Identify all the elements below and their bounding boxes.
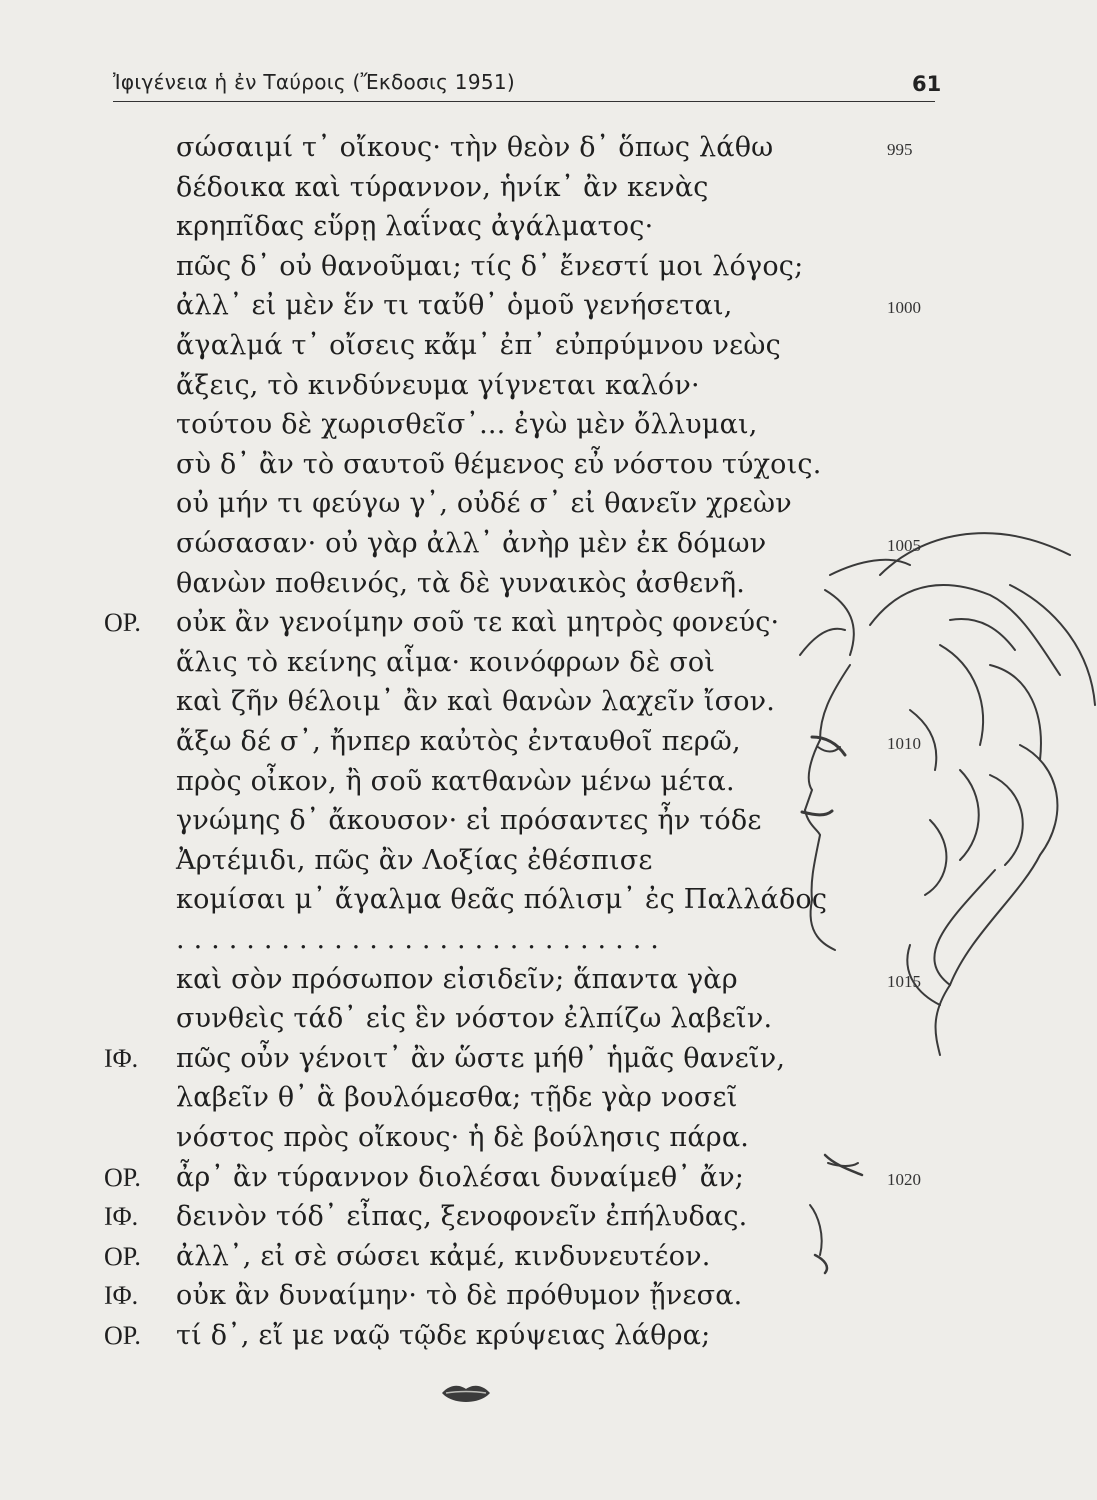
verse-line <box>0 286 1097 326</box>
line-number: 1015 <box>887 971 921 991</box>
verse-text: τί δ᾽, εἴ με ναῷ τῷδε κρύψειας λάθρα; <box>176 1320 711 1351</box>
speaker-label: ΟΡ. <box>104 1321 141 1350</box>
speaker-label: ΟΡ. <box>104 1241 141 1271</box>
speaker-label: ΙΦ. <box>104 1281 139 1311</box>
verse-text: πῶς δ᾽ οὐ θανοῦμαι; τίς δ᾽ ἔνεστί μοι λόγος; <box>176 250 804 282</box>
verse-line <box>0 366 1097 406</box>
verse-text: καὶ ζῆν θέλοιμ᾽ ἂν καὶ θανὼν λαχεῖν ἴσον. <box>176 686 776 718</box>
verse-text: οὐκ ἂν γενοίμην σοῦ τε καὶ μητρὸς φονεύς· <box>176 607 780 639</box>
verse-text: καὶ σὸν πρόσωπον εἰσιδεῖν; ἅπαντα γὰρ <box>176 963 738 995</box>
verse-text: νόστος πρὸς οἴκους· ἡ δὲ βούλησις πάρα. <box>176 1122 750 1153</box>
verse-text: πρὸς οἶκον, ἢ σοῦ κατθανὼν μένω μέτα. <box>176 765 735 797</box>
verse-text: ἀλλ᾽, εἰ σὲ σώσει κἀμέ, κινδυνευτέον. <box>176 1240 711 1272</box>
verse-text: ἅλις τὸ κείνης αἷμα· κοινόφρων δὲ σοὶ <box>176 646 716 678</box>
verse-line <box>0 1316 1097 1356</box>
line-number: 1020 <box>887 1169 921 1189</box>
verse-text: σὺ δ᾽ ἂν τὸ σαυτοῦ θέμενος εὖ νόστου τύχοις. <box>176 448 822 480</box>
speaker-label: ΟΡ. <box>104 608 141 638</box>
verse-text: θανὼν ποθεινός, τὰ δὲ γυναικὸς ἀσθενῆ. <box>176 567 746 599</box>
verse-line <box>0 445 1097 485</box>
verse-text: οὐ μήν τι φεύγω γ᾽, οὐδέ σ᾽ εἰ θανεῖν χρεὼν <box>176 488 792 520</box>
speaker-label: ΙΦ. <box>104 1043 139 1073</box>
verse-text: κρηπῖδας εὕρῃ λαΐνας ἀγάλματος· <box>176 211 654 243</box>
verse-text: συνθεὶς τάδ᾽ εἰς ἓν νόστον ἐλπίζω λαβεῖν. <box>176 1003 773 1035</box>
verse-text: πῶς οὖν γένοιτ᾽ ἂν ὥστε μήθ᾽ ἡμᾶς θανεῖν, <box>176 1042 786 1074</box>
speaker-label: ΟΡ. <box>104 1162 141 1192</box>
verse-text: γνώμης δ᾽ ἄκουσον· εἰ πρόσαντες ἦν τόδε <box>176 805 762 837</box>
header-rule <box>113 101 935 102</box>
verse-text: λαβεῖν θ᾽ ἃ βουλόμεσθα; τῇδε γὰρ νοσεῖ <box>176 1082 738 1114</box>
verse-line <box>0 405 1097 445</box>
verse-text: δεινὸν τόδ᾽ εἶπας, ξενοφονεῖν ἐπήλυδας. <box>176 1201 748 1233</box>
verse-text: ἀλλ᾽ εἰ μὲν ἕν τι ταὔθ᾽ ὁμοῦ γενήσεται, <box>176 290 733 322</box>
verse-line <box>0 128 1097 168</box>
verse-line <box>0 207 1097 247</box>
verse-text: ἄξεις, τὸ κινδύνευμα γίγνεται καλόν· <box>176 369 700 401</box>
line-number: 1005 <box>887 536 921 555</box>
verse-text: κομίσαι μ᾽ ἄγαλμα θεᾶς πόλισμ᾽ ἐς Παλλάδος <box>176 884 828 916</box>
page-header <box>0 0 1097 110</box>
verse-text: ἄγαλμά τ᾽ οἴσεις κἄμ᾽ ἐπ᾽ εὐπρύμνου νεὼς <box>176 330 781 361</box>
line-number: 1010 <box>887 734 921 753</box>
profile-sketch-drawing <box>790 515 1097 1315</box>
line-number: 1000 <box>887 298 921 318</box>
verse-text: ἄξω δέ σ᾽, ἤνπερ καὐτὸς ἐνταυθοῖ περῶ, <box>176 726 741 757</box>
verse-text: δέδοικα καὶ τύραννον, ἡνίκ᾽ ἂν κενὰς <box>176 171 709 203</box>
page-number: 61 <box>912 72 942 96</box>
verse-line <box>0 168 1097 208</box>
verse-text: τούτου δὲ χωρισθεῖσ᾽... ἐγὼ μὲν ὄλλυμαι, <box>176 409 758 441</box>
verse-text: ἆρ᾽ ἂν τύραννον διολέσαι δυναίμεθ᾽ ἄν; <box>176 1161 745 1193</box>
verse-text: Ἀρτέμιδι, πῶς ἂν Λοξίας ἐθέσπισε <box>176 844 653 876</box>
speaker-label: ΙΦ. <box>104 1202 139 1232</box>
verse-text: . . . . . . . . . . . . . . . . . . . . . . . . . . . . <box>176 924 660 955</box>
verse-text: σώσασαν· οὐ γὰρ ἀλλ᾽ ἀνὴρ μὲν ἐκ δόμων <box>176 528 767 559</box>
verse-text: οὐκ ἂν δυναίμην· τὸ δὲ πρόθυμον ᾔνεσα. <box>176 1280 743 1312</box>
verse-line <box>0 326 1097 366</box>
running-title: Ἰφιγένεια ἡ ἐν Ταύροις (Ἔκδοσις 1951) <box>113 70 516 94</box>
line-number: 995 <box>887 140 913 159</box>
verse-line <box>0 247 1097 287</box>
lips-sketch-icon <box>438 1378 494 1408</box>
verse-text: σώσαιμί τ᾽ οἴκους· τὴν θεὸν δ᾽ ὅπως λάθω <box>176 132 774 163</box>
